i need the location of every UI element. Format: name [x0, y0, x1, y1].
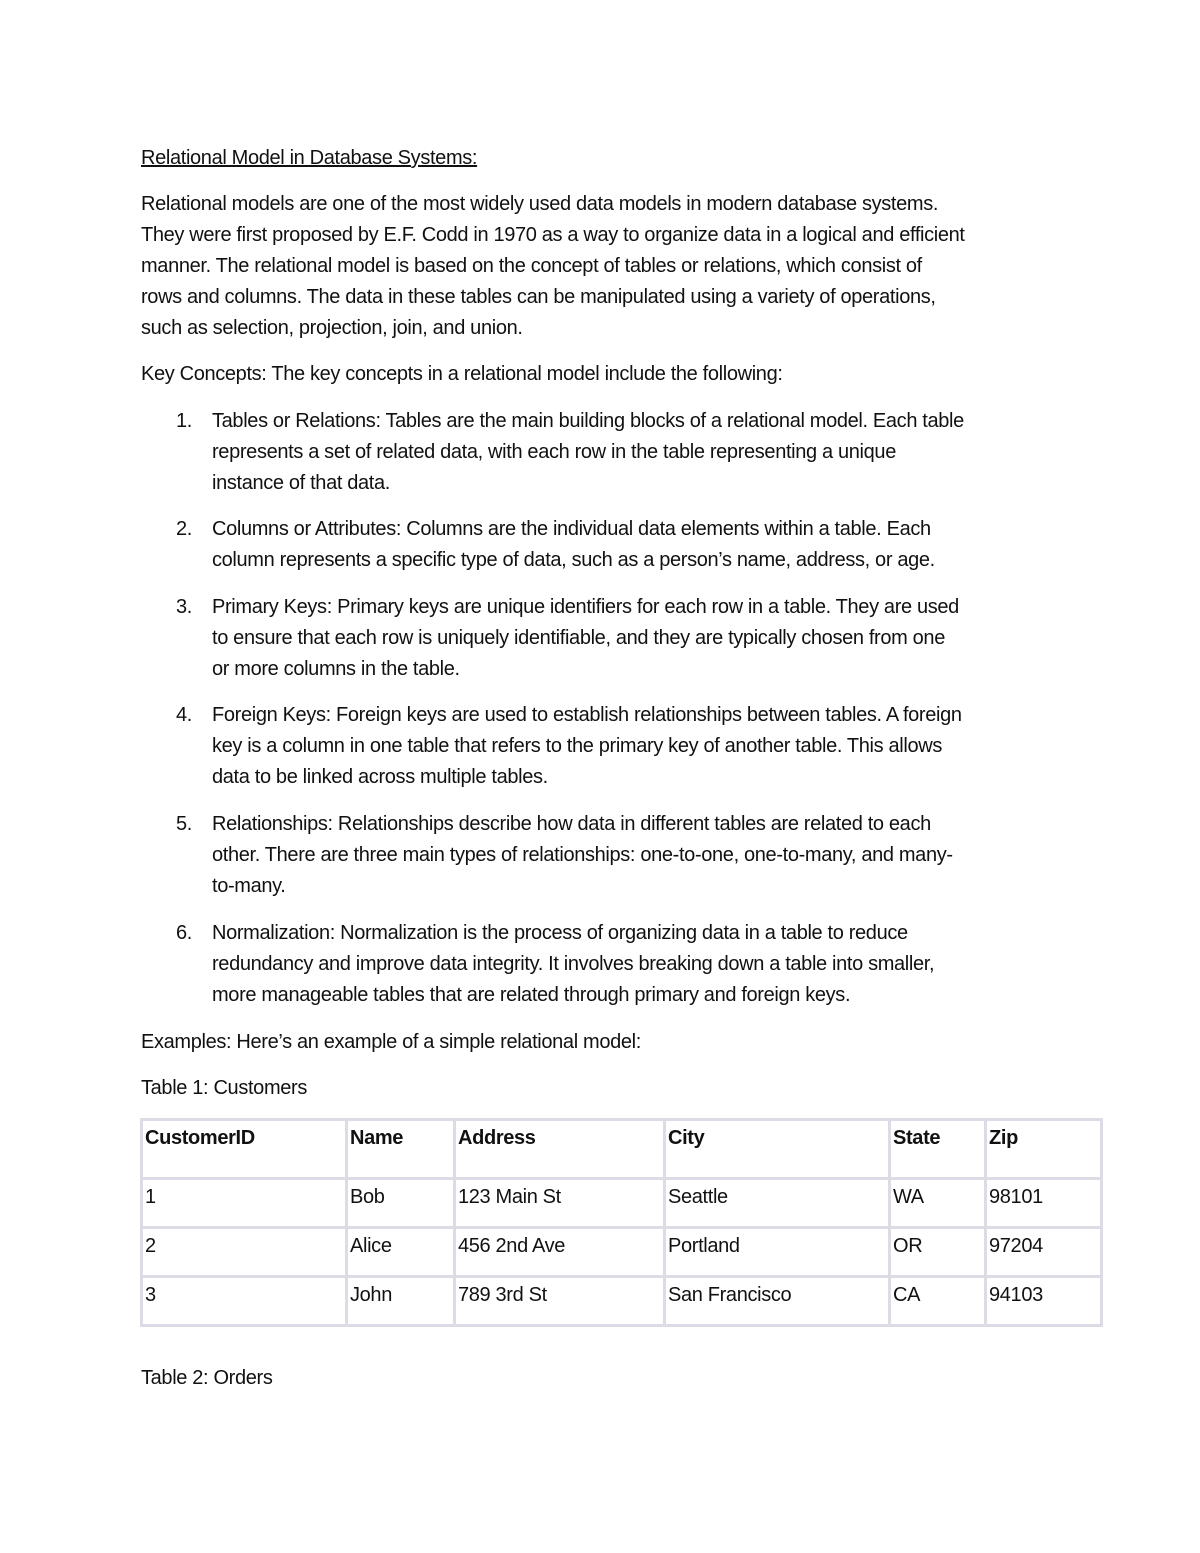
column-header: CustomerID: [142, 1120, 347, 1179]
table-cell: 98101: [986, 1179, 1102, 1228]
list-line: to-many.: [212, 875, 286, 897]
intro-line: rows and columns. The data in these tables can be manipulated using a variety of operations,: [141, 286, 936, 308]
table-cell: 3: [142, 1277, 347, 1326]
list-number: 6.: [176, 922, 192, 944]
table-cell: 123 Main St: [455, 1179, 665, 1228]
table-cell: Portland: [665, 1228, 890, 1277]
table-cell: 456 2nd Ave: [455, 1228, 665, 1277]
table-row: [142, 1277, 1102, 1326]
table-row: [142, 1228, 1102, 1277]
column-header: State: [890, 1120, 986, 1179]
list-line: column represents a specific type of data, such as a person’s name, address, or age.: [212, 549, 935, 571]
list-line: instance of that data.: [212, 472, 390, 494]
table-cell: 97204: [986, 1228, 1102, 1277]
table-cell: San Francisco: [665, 1277, 890, 1326]
list-number: 3.: [176, 596, 192, 618]
intro-line: They were first proposed by E.F. Codd in 1970 as a way to organize data in a logical and efficient: [141, 224, 965, 246]
table-row: [142, 1179, 1102, 1228]
table-cell: OR: [890, 1228, 986, 1277]
list-line: to ensure that each row is uniquely identifiable, and they are typically chosen from one: [212, 627, 945, 649]
column-header: Name: [347, 1120, 455, 1179]
intro-line: such as selection, projection, join, and union.: [141, 317, 523, 339]
table-cell: Seattle: [665, 1179, 890, 1228]
list-number: 4.: [176, 704, 192, 726]
table-cell: Bob: [347, 1179, 455, 1228]
table2-caption: Table 2: Orders: [141, 1367, 273, 1389]
list-line: key is a column in one table that refers to the primary key of another table. This allows: [212, 735, 942, 757]
key-concepts-text: Key Concepts: The key concepts in a relational model include the following:: [141, 363, 783, 385]
list-line: represents a set of related data, with each row in the table representing a unique: [212, 441, 896, 463]
list-line: Foreign Keys: Foreign keys are used to establish relationships between tables. A foreign: [212, 704, 962, 726]
intro-line: manner. The relational model is based on the concept of tables or relations, which consist of: [141, 255, 922, 277]
table-cell: 94103: [986, 1277, 1102, 1326]
table-cell: 1: [142, 1179, 347, 1228]
list-line: Columns or Attributes: Columns are the individual data elements within a table. Each: [212, 518, 931, 540]
table-cell: Alice: [347, 1228, 455, 1277]
table-cell: CA: [890, 1277, 986, 1326]
intro-line: Relational models are one of the most widely used data models in modern database systems.: [141, 193, 939, 215]
customers-table: [140, 1118, 1103, 1327]
list-line: Normalization: Normalization is the process of organizing data in a table to reduce: [212, 922, 908, 944]
column-header: Zip: [986, 1120, 1102, 1179]
column-header: Address: [455, 1120, 665, 1179]
examples-text: Examples: Here’s an example of a simple relational model:: [141, 1031, 641, 1053]
list-line: data to be linked across multiple tables.: [212, 766, 548, 788]
list-line: Primary Keys: Primary keys are unique identifiers for each row in a table. They are used: [212, 596, 959, 618]
list-line: redundancy and improve data integrity. It involves breaking down a table into smaller,: [212, 953, 935, 975]
table-cell: 789 3rd St: [455, 1277, 665, 1326]
list-line: Tables or Relations: Tables are the main building blocks of a relational model. Each table: [212, 410, 964, 432]
table-cell: 2: [142, 1228, 347, 1277]
table-cell: WA: [890, 1179, 986, 1228]
document-title: Relational Model in Database Systems:: [141, 147, 478, 169]
list-line: Relationships: Relationships describe how data in different tables are related to each: [212, 813, 931, 835]
list-number: 5.: [176, 813, 192, 835]
list-line: more manageable tables that are related through primary and foreign keys.: [212, 984, 851, 1006]
column-header: City: [665, 1120, 890, 1179]
list-line: other. There are three main types of relationships: one-to-one, one-to-many, and many-: [212, 844, 953, 866]
list-number: 1.: [176, 410, 192, 432]
list-line: or more columns in the table.: [212, 658, 460, 680]
table-cell: John: [347, 1277, 455, 1326]
table1-caption: Table 1: Customers: [141, 1077, 307, 1099]
table-header-row: [142, 1120, 1102, 1179]
list-number: 2.: [176, 518, 192, 540]
